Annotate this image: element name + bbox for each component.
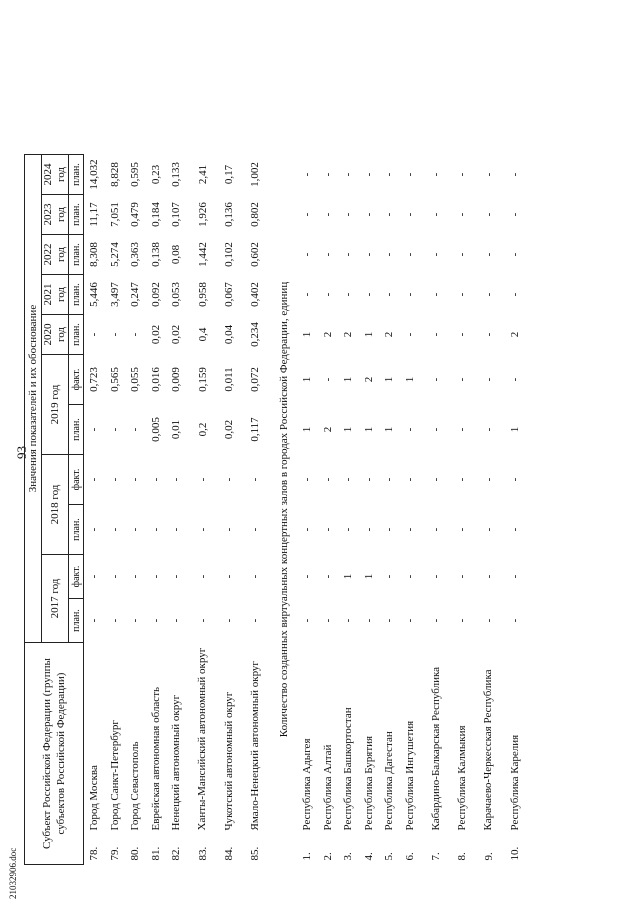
value-cell: - — [342, 292, 355, 297]
value-cell: 0,602 — [249, 242, 261, 267]
table-row — [452, 155, 473, 865]
plan-header: план. — [69, 195, 84, 235]
value-cell: - — [321, 477, 334, 482]
value-cell: - — [508, 618, 521, 623]
plan-header: план. — [69, 275, 84, 315]
value-cell: 0,08 — [170, 244, 183, 265]
value-cell: - — [249, 477, 261, 482]
region-name: Республика Ингушетия — [403, 720, 416, 831]
table-row — [84, 155, 105, 865]
region-name: Республика Дагестан — [383, 731, 396, 831]
table-row — [125, 155, 146, 865]
value-cell: 1 — [342, 573, 355, 580]
value-cell: 0,102 — [222, 242, 235, 267]
value-cell: - — [321, 574, 334, 579]
value-cell: - — [383, 252, 396, 257]
value-cell: 0,009 — [170, 367, 183, 392]
row-number: 3. — [342, 852, 355, 861]
value-cell: - — [508, 377, 521, 382]
value-cell: - — [508, 212, 521, 217]
value-cell: 2 — [321, 426, 334, 433]
region-name: Город Москва — [88, 765, 101, 831]
value-cell: 2 — [508, 331, 521, 338]
value-cell: - — [222, 477, 235, 482]
value-cell: - — [170, 574, 183, 579]
value-cell: - — [301, 172, 314, 177]
region-name: Ханты-Мансийский автономный округ — [196, 647, 208, 831]
value-cell: - — [403, 212, 416, 217]
value-cell: 0,23 — [149, 164, 162, 185]
page-number: 93 — [14, 446, 29, 459]
value-cell: 5,274 — [108, 242, 121, 267]
value-cell: 0,234 — [249, 322, 261, 347]
value-cell: - — [403, 427, 416, 432]
value-cell: 0,005 — [149, 417, 162, 442]
value-cell: - — [321, 252, 334, 257]
region-name: Чукотский автономный округ — [222, 691, 235, 831]
value-cell: 0,479 — [129, 202, 142, 227]
value-cell: 2 — [342, 331, 355, 338]
value-cell: - — [430, 477, 442, 482]
table-row — [105, 155, 126, 865]
value-cell: - — [383, 618, 396, 623]
value-cell: - — [482, 332, 495, 337]
region-name: Республика Адыгея — [301, 738, 314, 831]
value-cell: 0,595 — [129, 162, 142, 187]
fact-header: факт. — [69, 355, 84, 405]
value-cell: - — [129, 427, 142, 432]
value-cell: - — [482, 427, 495, 432]
value-cell: 0,072 — [249, 367, 261, 392]
region-name: Кабардино-Балкарская Республика — [429, 666, 442, 831]
value-cell: - — [321, 618, 334, 623]
value-cell: 0,136 — [222, 202, 235, 227]
value-cell: - — [403, 618, 416, 623]
value-cell: - — [108, 332, 121, 337]
value-cell: - — [430, 574, 442, 579]
value-cell: - — [456, 427, 469, 432]
values-group-header: Значения показателей и их обоснование — [25, 155, 42, 643]
value-cell: - — [362, 618, 375, 623]
value-cell: - — [222, 527, 235, 532]
value-cell: - — [88, 618, 101, 623]
value-cell: - — [196, 527, 209, 532]
value-cell: - — [430, 212, 442, 217]
region-name: Карачаево-Черкесская Республика — [482, 669, 494, 831]
value-cell: - — [383, 527, 396, 532]
value-cell: 2 — [321, 331, 334, 338]
value-cell: 1 — [342, 376, 355, 383]
value-cell: - — [129, 574, 142, 579]
value-cell: - — [301, 574, 314, 579]
table-row — [318, 155, 339, 865]
region-name: Республика Калмыкия — [456, 725, 469, 831]
value-cell: 8,828 — [108, 162, 121, 187]
row-number: 4. — [362, 852, 375, 861]
value-cell: - — [456, 618, 469, 623]
row-number: 7. — [430, 852, 442, 861]
value-cell: - — [430, 292, 442, 297]
plan-header: план. — [69, 599, 84, 643]
year-2022-header: 2022 год — [42, 235, 69, 275]
value-cell: - — [383, 292, 396, 297]
value-cell: - — [456, 377, 469, 382]
value-cell: - — [362, 212, 375, 217]
value-cell: - — [456, 574, 469, 579]
row-number: 82. — [170, 846, 183, 861]
row-number: 8. — [456, 852, 469, 861]
value-cell: - — [482, 377, 495, 382]
year-2024-header: 2024 год — [42, 155, 69, 195]
value-cell: - — [342, 172, 355, 177]
value-cell: - — [430, 172, 442, 177]
year-2019-header: 2019 год — [42, 355, 69, 455]
value-cell: - — [456, 252, 469, 257]
region-name: Республика Бурятия — [362, 735, 375, 831]
table-row — [187, 155, 219, 865]
value-cell: - — [108, 527, 121, 532]
value-cell: - — [456, 477, 469, 482]
region-name: Еврейская автономная область — [149, 686, 162, 831]
table-header — [25, 155, 84, 865]
value-cell: 1 — [362, 426, 375, 433]
plan-header: план. — [69, 315, 84, 355]
value-cell: - — [88, 477, 101, 482]
table-row — [359, 155, 380, 865]
value-cell: - — [508, 252, 521, 257]
value-cell: 1 — [301, 426, 314, 433]
value-cell: - — [88, 427, 101, 432]
region-name: Ненецкий автономный округ — [170, 694, 183, 831]
plan-header: план. — [69, 405, 84, 455]
value-cell: - — [249, 618, 261, 623]
value-cell: - — [170, 527, 183, 532]
value-cell: - — [149, 527, 162, 532]
value-cell: 1 — [403, 376, 416, 383]
value-cell: 1 — [342, 426, 355, 433]
row-number: 78. — [88, 846, 101, 861]
value-cell: - — [88, 527, 101, 532]
value-cell: - — [222, 618, 235, 623]
value-cell: 0,02 — [149, 324, 162, 345]
region-name: Город Санкт-Петербург — [108, 720, 121, 831]
value-cell: - — [129, 332, 142, 337]
value-cell: 7,051 — [108, 202, 121, 227]
value-cell: 0,4 — [196, 327, 209, 342]
value-cell: - — [129, 527, 142, 532]
year-2023-header: 2023 год — [42, 195, 69, 235]
value-cell: 1 — [508, 426, 521, 433]
value-cell: - — [301, 212, 314, 217]
value-cell: 0,133 — [170, 162, 183, 187]
value-cell: - — [321, 292, 334, 297]
value-cell: 0,011 — [222, 367, 235, 392]
value-cell: - — [508, 527, 521, 532]
value-cell: 0,363 — [129, 242, 142, 267]
value-cell: 1 — [301, 376, 314, 383]
value-cell: - — [430, 427, 442, 432]
value-cell: - — [362, 477, 375, 482]
value-cell: 1,442 — [196, 242, 209, 267]
value-cell: 1 — [362, 331, 375, 338]
value-cell: 0,02 — [222, 419, 235, 440]
value-cell: - — [456, 172, 469, 177]
value-cell: - — [508, 574, 521, 579]
value-cell: - — [456, 292, 469, 297]
value-cell: 0,159 — [196, 367, 209, 392]
value-cell: - — [196, 477, 209, 482]
value-cell: - — [108, 477, 121, 482]
value-cell: - — [482, 527, 495, 532]
value-cell: - — [301, 527, 314, 532]
value-cell: - — [129, 618, 142, 623]
value-cell: - — [321, 527, 334, 532]
value-cell: 1,926 — [196, 202, 209, 227]
plan-header: план. — [69, 505, 84, 555]
value-cell: - — [249, 574, 261, 579]
value-cell: 0,107 — [170, 202, 183, 227]
value-cell: - — [430, 527, 442, 532]
value-cell: 0,04 — [222, 324, 235, 345]
year-2020-header: 2020 год — [42, 315, 69, 355]
value-cell: - — [342, 212, 355, 217]
value-cell: - — [88, 574, 101, 579]
value-cell: - — [508, 172, 521, 177]
row-number: 2. — [321, 852, 334, 861]
document-code: 21032906.doc — [8, 847, 18, 899]
value-cell: - — [403, 252, 416, 257]
value-cell: - — [383, 212, 396, 217]
value-cell: 2 — [383, 331, 396, 338]
region-name: Республика Башкортостан — [342, 707, 355, 831]
fact-header: факт. — [69, 455, 84, 505]
value-cell: - — [482, 212, 495, 217]
table-row — [239, 155, 271, 865]
subject-column-header: Субъект Российской Федерации (группы субъектов Российской Федерации) — [25, 643, 84, 865]
value-cell: - — [430, 332, 442, 337]
row-number: 10. — [508, 846, 521, 861]
value-cell: - — [108, 574, 121, 579]
row-number: 6. — [403, 852, 416, 861]
value-cell: - — [149, 574, 162, 579]
value-cell: - — [383, 172, 396, 177]
value-cell: - — [170, 477, 183, 482]
value-cell: 0,138 — [149, 242, 162, 267]
value-cell: 0,016 — [149, 367, 162, 392]
value-cell: 0,17 — [222, 164, 235, 185]
value-cell: 0,565 — [108, 367, 121, 392]
value-cell: - — [321, 212, 334, 217]
table-row — [146, 155, 167, 865]
value-cell: - — [342, 252, 355, 257]
value-cell: - — [301, 252, 314, 257]
value-cell: 0,01 — [170, 419, 183, 440]
value-cell: - — [129, 477, 142, 482]
table-row — [166, 155, 187, 865]
table-row — [219, 155, 240, 865]
value-cell: - — [456, 212, 469, 217]
row-number: 1. — [301, 852, 314, 861]
row-number: 85. — [249, 846, 261, 861]
value-cell: 1 — [301, 331, 314, 338]
value-cell: 1 — [383, 376, 396, 383]
value-cell: 11,17 — [88, 202, 101, 227]
value-cell: 0,402 — [249, 282, 261, 307]
value-cell: - — [342, 527, 355, 532]
value-cell: - — [170, 618, 183, 623]
value-cell: - — [149, 477, 162, 482]
table-row — [420, 155, 452, 865]
value-cell: - — [430, 377, 442, 382]
value-cell: - — [403, 527, 416, 532]
value-cell: - — [403, 574, 416, 579]
value-cell: - — [88, 332, 101, 337]
region-name: Республика Карелия — [508, 734, 521, 831]
value-cell: - — [108, 427, 121, 432]
value-cell: 0,723 — [88, 367, 101, 392]
value-cell: 1 — [362, 573, 375, 580]
region-name: Город Севастополь — [129, 741, 142, 831]
row-number: 9. — [482, 852, 495, 861]
value-cell: - — [362, 527, 375, 532]
value-cell: - — [383, 477, 396, 482]
value-cell: 3,497 — [108, 282, 121, 307]
section-row — [271, 155, 297, 865]
value-cell: - — [456, 527, 469, 532]
row-number: 80. — [129, 846, 142, 861]
value-cell: - — [362, 292, 375, 297]
table-row — [505, 155, 526, 865]
value-cell: - — [403, 292, 416, 297]
value-cell: - — [321, 172, 334, 177]
value-cell: - — [362, 172, 375, 177]
table-row — [400, 155, 421, 865]
indicator-table — [24, 154, 525, 865]
value-cell: - — [456, 332, 469, 337]
value-cell: 8,308 — [88, 242, 101, 267]
table-row — [379, 155, 400, 865]
value-cell: - — [249, 527, 261, 532]
value-cell: 0,055 — [129, 367, 142, 392]
value-cell: - — [482, 477, 495, 482]
value-cell: - — [301, 618, 314, 623]
fact-header: факт. — [69, 555, 84, 599]
value-cell: 14,032 — [88, 159, 101, 190]
value-cell: - — [383, 574, 396, 579]
year-2018-header: 2018 год — [42, 455, 69, 555]
table-row — [338, 155, 359, 865]
value-cell: 0,053 — [170, 282, 183, 307]
value-cell: 0,802 — [249, 202, 261, 227]
value-cell: 0,02 — [170, 324, 183, 345]
value-cell: - — [362, 252, 375, 257]
value-cell: - — [482, 618, 495, 623]
value-cell: - — [196, 574, 209, 579]
value-cell: 0,247 — [129, 282, 142, 307]
value-cell: - — [196, 618, 209, 623]
row-number: 83. — [196, 846, 209, 861]
value-cell: - — [222, 574, 235, 579]
value-cell: - — [403, 477, 416, 482]
value-cell: - — [482, 252, 495, 257]
value-cell: - — [430, 618, 442, 623]
year-2021-header: 2021 год — [42, 275, 69, 315]
region-name: Республика Алтай — [321, 744, 334, 831]
row-number: 81. — [149, 846, 162, 861]
value-cell: - — [403, 332, 416, 337]
value-cell: - — [482, 172, 495, 177]
section-title: Количество созданных виртуальных концертных залов в городах Российской Федерации, единиц — [278, 281, 290, 738]
row-number: 84. — [222, 846, 235, 861]
value-cell: - — [508, 477, 521, 482]
table-row — [473, 155, 505, 865]
year-2017-header: 2017 год — [42, 555, 69, 643]
value-cell: 1,002 — [249, 162, 261, 187]
value-cell: - — [482, 574, 495, 579]
plan-header: план. — [69, 155, 84, 195]
value-cell: - — [301, 477, 314, 482]
value-cell: 2,41 — [196, 164, 209, 185]
plan-header: план. — [69, 235, 84, 275]
row-number: 5. — [383, 852, 396, 861]
value-cell: - — [149, 618, 162, 623]
table-body — [84, 155, 526, 865]
value-cell: - — [342, 618, 355, 623]
value-cell: - — [482, 292, 495, 297]
value-cell: - — [403, 172, 416, 177]
value-cell: - — [430, 252, 442, 257]
value-cell: - — [342, 477, 355, 482]
value-cell: 0,958 — [196, 282, 209, 307]
value-cell: 0,117 — [249, 417, 261, 442]
value-cell: - — [508, 292, 521, 297]
value-cell: 0,184 — [149, 202, 162, 227]
value-cell: - — [321, 377, 334, 382]
value-cell: 2 — [362, 376, 375, 383]
value-cell: 1 — [383, 426, 396, 433]
value-cell: - — [301, 292, 314, 297]
value-cell: 0,067 — [222, 282, 235, 307]
region-name: Ямало-Ненецкий автономный округ — [248, 661, 261, 831]
value-cell: 0,092 — [149, 282, 162, 307]
value-cell: 5,446 — [88, 282, 101, 307]
value-cell: 0,2 — [196, 422, 209, 437]
value-cell: - — [108, 618, 121, 623]
row-number: 79. — [108, 846, 121, 861]
table-row — [297, 155, 318, 865]
